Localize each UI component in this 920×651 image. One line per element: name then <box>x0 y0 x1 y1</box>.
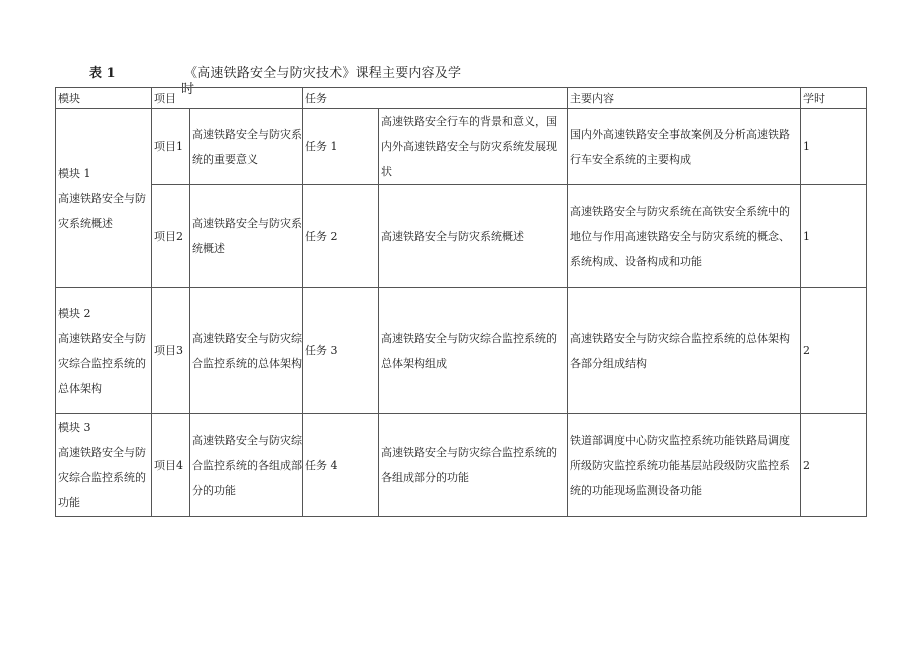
table-caption-label: 表 1 <box>89 66 116 81</box>
header-main-content: 主要内容 <box>568 88 801 109</box>
course-content-table <box>55 87 867 517</box>
module-cell <box>56 288 152 414</box>
project-name-cell: 高速铁路安全与防灾综合监控系统的总体架构 <box>190 288 303 414</box>
module-label: 模块 3 <box>58 421 91 434</box>
project-name-cell: 高速铁路安全与防灾综合监控系统的各组成部分的功能 <box>190 414 303 517</box>
task-name-cell: 高速铁路安全与防灾系统概述 <box>379 185 568 288</box>
table-row <box>56 414 867 517</box>
task-number-cell: 任务 1 <box>303 109 379 185</box>
header-module: 模块 <box>56 88 152 109</box>
main-content-cell: 高速铁路安全与防灾系统在高铁安全系统中的地位与作用高速铁路安全与防灾系统的概念、系统构成、设备构成和功能 <box>568 185 801 288</box>
header-hours: 学时 <box>801 88 867 109</box>
project-number-cell: 项目2 <box>152 185 190 288</box>
table-row <box>56 185 867 288</box>
table-caption-title-wrap: 时 <box>181 82 195 97</box>
module-cell <box>56 414 152 517</box>
main-content-cell: 高速铁路安全与防灾综合监控系统的总体架构各部分组成结构 <box>568 288 801 414</box>
hours-cell: 1 <box>801 109 867 185</box>
task-number-cell: 任务 2 <box>303 185 379 288</box>
hours-cell: 1 <box>801 185 867 288</box>
module-name: 高速铁路安全与防灾综合监控系统的总体架构 <box>58 331 146 395</box>
table-row <box>56 109 867 185</box>
project-number-cell: 项目1 <box>152 109 190 185</box>
task-number-cell: 任务 4 <box>303 414 379 517</box>
main-content-cell: 铁道部调度中心防灾监控系统功能铁路局调度所级防灾监控系统功能基层站段级防灾监控系统的功能现场监测设备功能 <box>568 414 801 517</box>
module-name: 高速铁路安全与防灾综合监控系统的功能 <box>58 446 146 509</box>
module-label: 模块 1 <box>58 166 91 180</box>
header-project: 项目 <box>152 88 303 109</box>
hours-cell: 2 <box>801 288 867 414</box>
header-task: 任务 <box>303 88 568 109</box>
module-cell <box>56 109 152 288</box>
task-name-cell: 高速铁路安全与防灾综合监控系统的总体架构组成 <box>379 288 568 414</box>
task-number-cell: 任务 3 <box>303 288 379 414</box>
project-number-cell: 项目3 <box>152 288 190 414</box>
module-name: 高速铁路安全与防灾系统概述 <box>58 191 146 230</box>
table-caption-title: 《高速铁路安全与防灾技术》课程主要内容及学 <box>184 66 462 81</box>
project-name-cell: 高速铁路安全与防灾系统的重要意义 <box>190 109 303 185</box>
project-number-cell: 项目4 <box>152 414 190 517</box>
main-content-cell: 国内外高速铁路安全事故案例及分析高速铁路行车安全系统的主要构成 <box>568 109 801 185</box>
task-name-cell: 高速铁路安全与防灾综合监控系统的各组成部分的功能 <box>379 414 568 517</box>
table-row <box>56 288 867 414</box>
project-name-cell: 高速铁路安全与防灾系统概述 <box>190 185 303 288</box>
module-label: 模块 2 <box>58 306 91 320</box>
task-name-cell: 高速铁路安全行车的背景和意义，国内外高速铁路安全与防灾系统发展现状 <box>379 109 568 185</box>
table-header-row <box>56 88 867 109</box>
hours-cell: 2 <box>801 414 867 517</box>
